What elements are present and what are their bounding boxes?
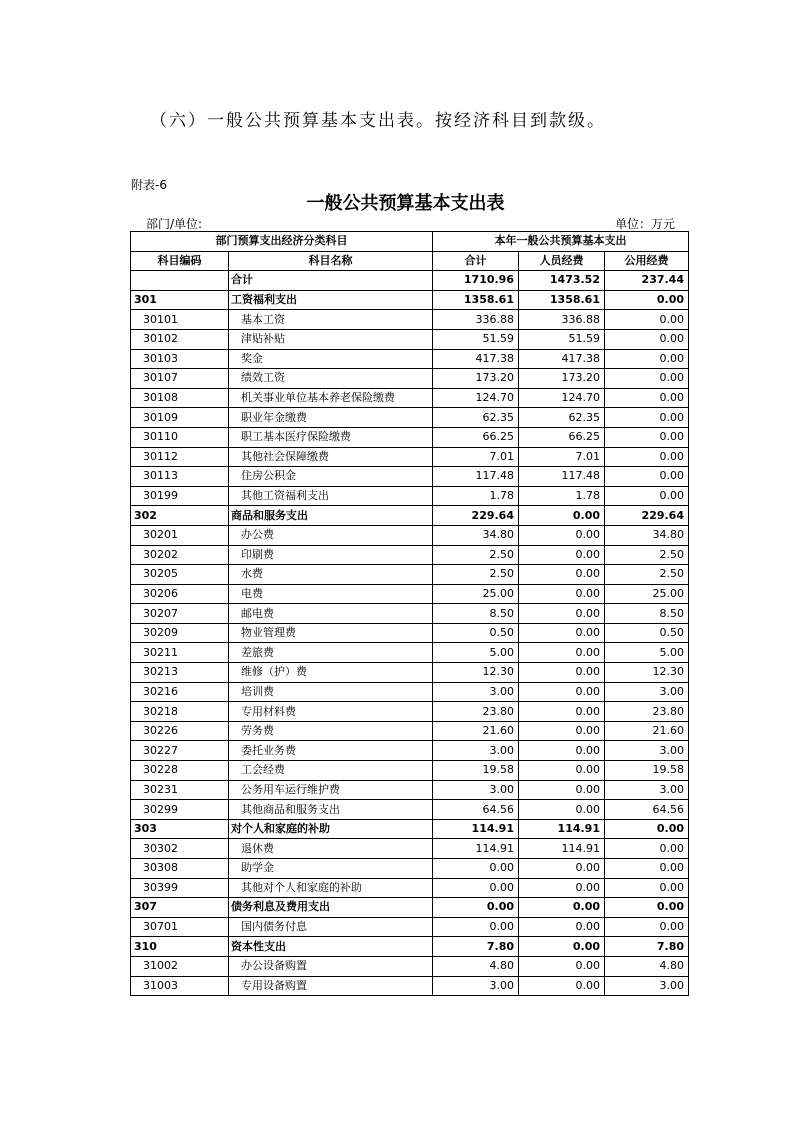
- table-row: [131, 898, 689, 918]
- cell-code: 30228: [131, 761, 229, 781]
- cell-public: 3.00: [605, 976, 689, 996]
- cell-personnel: 0.00: [519, 682, 605, 702]
- cell-public: 21.60: [605, 721, 689, 741]
- table-row: [131, 388, 689, 408]
- cell-name: 工会经费: [229, 761, 433, 781]
- cell-code: 30211: [131, 643, 229, 663]
- cell-code: 30205: [131, 565, 229, 585]
- cell-total: 21.60: [433, 721, 519, 741]
- cell-public: 0.00: [605, 290, 689, 310]
- cell-personnel: 173.20: [519, 369, 605, 389]
- cell-total: 19.58: [433, 761, 519, 781]
- header-public: 公用经费: [605, 251, 689, 271]
- cell-code: 30231: [131, 780, 229, 800]
- table-row: [131, 976, 689, 996]
- cell-name: 公务用车运行维护费: [229, 780, 433, 800]
- budget-table: [130, 231, 689, 996]
- cell-total: 0.00: [433, 898, 519, 918]
- cell-name: 办公设备购置: [229, 956, 433, 976]
- cell-name: 住房公积金: [229, 467, 433, 487]
- table-row: [131, 663, 689, 683]
- cell-total: 0.00: [433, 859, 519, 879]
- cell-name: 助学金: [229, 859, 433, 879]
- cell-total: 8.50: [433, 604, 519, 624]
- cell-public: 0.00: [605, 329, 689, 349]
- cell-name: 津贴补贴: [229, 329, 433, 349]
- table-row: [131, 310, 689, 330]
- cell-personnel: 0.00: [519, 761, 605, 781]
- cell-public: 0.00: [605, 898, 689, 918]
- table-row: [131, 819, 689, 839]
- cell-public: 64.56: [605, 800, 689, 820]
- cell-total: 117.48: [433, 467, 519, 487]
- table-row: [131, 467, 689, 487]
- cell-code: 30202: [131, 545, 229, 565]
- cell-personnel: 114.91: [519, 819, 605, 839]
- cell-personnel: 0.00: [519, 800, 605, 820]
- cell-total: 336.88: [433, 310, 519, 330]
- table-title: 一般公共预算基本支出表: [306, 193, 505, 214]
- cell-code: 31002: [131, 956, 229, 976]
- cell-name: 其他对个人和家庭的补助: [229, 878, 433, 898]
- cell-code: 30207: [131, 604, 229, 624]
- cell-public: 0.00: [605, 310, 689, 330]
- table-row: [131, 917, 689, 937]
- cell-total: 12.30: [433, 663, 519, 683]
- cell-code: 301: [131, 290, 229, 310]
- cell-code: 30226: [131, 721, 229, 741]
- cell-code: 30113: [131, 467, 229, 487]
- cell-total: 417.38: [433, 349, 519, 369]
- cell-code: 302: [131, 506, 229, 526]
- cell-personnel: 0.00: [519, 721, 605, 741]
- cell-name: 职工基本医疗保险缴费: [229, 427, 433, 447]
- cell-personnel: 124.70: [519, 388, 605, 408]
- cell-public: 34.80: [605, 525, 689, 545]
- cell-code: 30399: [131, 878, 229, 898]
- cell-personnel: 0.00: [519, 663, 605, 683]
- cell-code: 30299: [131, 800, 229, 820]
- cell-total: 114.91: [433, 839, 519, 859]
- cell-total: 66.25: [433, 427, 519, 447]
- cell-public: 0.00: [605, 408, 689, 428]
- cell-personnel: 0.00: [519, 584, 605, 604]
- cell-code: 30206: [131, 584, 229, 604]
- cell-public: 0.00: [605, 467, 689, 487]
- table-row: [131, 349, 689, 369]
- cell-total: 124.70: [433, 388, 519, 408]
- cell-public: 0.00: [605, 819, 689, 839]
- cell-total: 3.00: [433, 682, 519, 702]
- cell-total: 25.00: [433, 584, 519, 604]
- cell-total: 62.35: [433, 408, 519, 428]
- cell-total: 64.56: [433, 800, 519, 820]
- cell-name: 劳务费: [229, 721, 433, 741]
- table-row: [131, 780, 689, 800]
- cell-personnel: 1.78: [519, 486, 605, 506]
- table-row: [131, 800, 689, 820]
- cell-personnel: 0.00: [519, 604, 605, 624]
- table-row: [131, 937, 689, 957]
- cell-personnel: 0.00: [519, 506, 605, 526]
- cell-personnel: 0.00: [519, 956, 605, 976]
- table-row: [131, 859, 689, 879]
- header-name: 科目名称: [229, 251, 433, 271]
- cell-code: 30199: [131, 486, 229, 506]
- header-total: 合计: [433, 251, 519, 271]
- cell-public: 0.00: [605, 447, 689, 467]
- cell-total: 2.50: [433, 545, 519, 565]
- cell-personnel: 1473.52: [519, 271, 605, 291]
- cell-code: 307: [131, 898, 229, 918]
- cell-name: 物业管理费: [229, 623, 433, 643]
- cell-public: 5.00: [605, 643, 689, 663]
- table-row: [131, 427, 689, 447]
- table-row: [131, 604, 689, 624]
- table-row: [131, 721, 689, 741]
- cell-code: 30216: [131, 682, 229, 702]
- cell-personnel: 0.00: [519, 741, 605, 761]
- cell-public: 3.00: [605, 741, 689, 761]
- cell-public: 4.80: [605, 956, 689, 976]
- cell-public: 0.00: [605, 917, 689, 937]
- cell-public: 0.00: [605, 349, 689, 369]
- cell-personnel: 0.00: [519, 565, 605, 585]
- cell-total: 0.00: [433, 917, 519, 937]
- cell-code: 30218: [131, 702, 229, 722]
- cell-personnel: 0.00: [519, 859, 605, 879]
- cell-code: 303: [131, 819, 229, 839]
- cell-public: 12.30: [605, 663, 689, 683]
- table-body: [131, 271, 689, 996]
- cell-name: 水费: [229, 565, 433, 585]
- header-group-row: [131, 232, 689, 252]
- cell-code: 30213: [131, 663, 229, 683]
- department-label: 部门/单位:: [146, 217, 203, 231]
- cell-name: 职业年金缴费: [229, 408, 433, 428]
- cell-personnel: 0.00: [519, 976, 605, 996]
- cell-code: 30103: [131, 349, 229, 369]
- cell-total: 1710.96: [433, 271, 519, 291]
- table-row: [131, 329, 689, 349]
- cell-code: 30107: [131, 369, 229, 389]
- cell-name: 差旅费: [229, 643, 433, 663]
- cell-name: 其他社会保障缴费: [229, 447, 433, 467]
- cell-total: 3.00: [433, 976, 519, 996]
- cell-public: 0.00: [605, 878, 689, 898]
- cell-name: 机关事业单位基本养老保险缴费: [229, 388, 433, 408]
- table-row: [131, 545, 689, 565]
- cell-personnel: 0.00: [519, 917, 605, 937]
- cell-code: 30109: [131, 408, 229, 428]
- cell-public: 2.50: [605, 565, 689, 585]
- header-group-expenditure: 本年一般公共预算基本支出: [433, 232, 689, 252]
- cell-code: 30101: [131, 310, 229, 330]
- cell-name: 培训费: [229, 682, 433, 702]
- cell-total: 51.59: [433, 329, 519, 349]
- cell-name: 基本工资: [229, 310, 433, 330]
- table-row: [131, 447, 689, 467]
- cell-total: 3.00: [433, 741, 519, 761]
- cell-personnel: 0.00: [519, 937, 605, 957]
- annex-label: 附表-6: [131, 178, 167, 192]
- cell-public: 25.00: [605, 584, 689, 604]
- header-code: 科目编码: [131, 251, 229, 271]
- cell-public: 23.80: [605, 702, 689, 722]
- cell-code: 30112: [131, 447, 229, 467]
- table-row: [131, 643, 689, 663]
- cell-public: 3.00: [605, 682, 689, 702]
- cell-name: 专用材料费: [229, 702, 433, 722]
- table-row: [131, 741, 689, 761]
- cell-name: 其他商品和服务支出: [229, 800, 433, 820]
- table-row: [131, 271, 689, 291]
- cell-code: 30102: [131, 329, 229, 349]
- unit-label: 单位：万元: [615, 217, 676, 231]
- cell-total: 5.00: [433, 643, 519, 663]
- cell-public: 237.44: [605, 271, 689, 291]
- cell-name: 债务利息及费用支出: [229, 898, 433, 918]
- cell-personnel: 417.38: [519, 349, 605, 369]
- cell-name: 国内债务付息: [229, 917, 433, 937]
- cell-total: 1.78: [433, 486, 519, 506]
- cell-personnel: 7.01: [519, 447, 605, 467]
- cell-total: 114.91: [433, 819, 519, 839]
- cell-public: 2.50: [605, 545, 689, 565]
- table-row: [131, 584, 689, 604]
- cell-code: [131, 271, 229, 291]
- table-row: [131, 565, 689, 585]
- cell-personnel: 0.00: [519, 878, 605, 898]
- table-row: [131, 702, 689, 722]
- cell-name: 电费: [229, 584, 433, 604]
- table-row: [131, 956, 689, 976]
- cell-public: 0.00: [605, 486, 689, 506]
- cell-total: 173.20: [433, 369, 519, 389]
- cell-personnel: 117.48: [519, 467, 605, 487]
- cell-personnel: 0.00: [519, 780, 605, 800]
- table-row: [131, 839, 689, 859]
- table-row: [131, 623, 689, 643]
- table-row: [131, 682, 689, 702]
- cell-code: 30110: [131, 427, 229, 447]
- cell-total: 229.64: [433, 506, 519, 526]
- cell-name: 其他工资福利支出: [229, 486, 433, 506]
- cell-total: 23.80: [433, 702, 519, 722]
- cell-name: 奖金: [229, 349, 433, 369]
- cell-public: 7.80: [605, 937, 689, 957]
- cell-code: 310: [131, 937, 229, 957]
- cell-code: 30108: [131, 388, 229, 408]
- cell-personnel: 1358.61: [519, 290, 605, 310]
- cell-name: 合计: [229, 271, 433, 291]
- section-heading: （六）一般公共预算基本支出表。按经济科目到款级。: [150, 111, 606, 131]
- cell-code: 30201: [131, 525, 229, 545]
- table-row: [131, 369, 689, 389]
- cell-total: 0.50: [433, 623, 519, 643]
- cell-personnel: 66.25: [519, 427, 605, 447]
- cell-personnel: 0.00: [519, 643, 605, 663]
- cell-total: 2.50: [433, 565, 519, 585]
- cell-code: 30701: [131, 917, 229, 937]
- cell-name: 印刷费: [229, 545, 433, 565]
- cell-name: 办公费: [229, 525, 433, 545]
- cell-personnel: 114.91: [519, 839, 605, 859]
- cell-name: 邮电费: [229, 604, 433, 624]
- cell-name: 委托业务费: [229, 741, 433, 761]
- cell-name: 资本性支出: [229, 937, 433, 957]
- cell-personnel: 0.00: [519, 545, 605, 565]
- cell-public: 0.00: [605, 388, 689, 408]
- cell-personnel: 0.00: [519, 702, 605, 722]
- table-row: [131, 506, 689, 526]
- cell-personnel: 0.00: [519, 623, 605, 643]
- cell-personnel: 62.35: [519, 408, 605, 428]
- cell-public: 0.00: [605, 839, 689, 859]
- cell-public: 0.00: [605, 369, 689, 389]
- cell-name: 专用设备购置: [229, 976, 433, 996]
- cell-name: 维修（护）费: [229, 663, 433, 683]
- cell-name: 退休费: [229, 839, 433, 859]
- cell-public: 8.50: [605, 604, 689, 624]
- cell-public: 229.64: [605, 506, 689, 526]
- cell-personnel: 51.59: [519, 329, 605, 349]
- cell-total: 0.00: [433, 878, 519, 898]
- header-group-classification: 部门预算支出经济分类科目: [131, 232, 433, 252]
- cell-total: 1358.61: [433, 290, 519, 310]
- cell-name: 工资福利支出: [229, 290, 433, 310]
- cell-total: 34.80: [433, 525, 519, 545]
- table-row: [131, 408, 689, 428]
- table-row: [131, 761, 689, 781]
- cell-public: 0.00: [605, 427, 689, 447]
- cell-code: 30302: [131, 839, 229, 859]
- header-personnel: 人员经费: [519, 251, 605, 271]
- cell-name: 对个人和家庭的补助: [229, 819, 433, 839]
- cell-public: 0.00: [605, 859, 689, 879]
- cell-total: 3.00: [433, 780, 519, 800]
- cell-code: 31003: [131, 976, 229, 996]
- table-row: [131, 486, 689, 506]
- cell-total: 7.80: [433, 937, 519, 957]
- cell-name: 商品和服务支出: [229, 506, 433, 526]
- cell-personnel: 336.88: [519, 310, 605, 330]
- table-row: [131, 290, 689, 310]
- cell-public: 0.50: [605, 623, 689, 643]
- cell-personnel: 0.00: [519, 525, 605, 545]
- header-row: [131, 251, 689, 271]
- cell-name: 绩效工资: [229, 369, 433, 389]
- cell-total: 7.01: [433, 447, 519, 467]
- table-row: [131, 878, 689, 898]
- cell-code: 30227: [131, 741, 229, 761]
- cell-total: 4.80: [433, 956, 519, 976]
- table-row: [131, 525, 689, 545]
- cell-public: 19.58: [605, 761, 689, 781]
- cell-personnel: 0.00: [519, 898, 605, 918]
- cell-code: 30209: [131, 623, 229, 643]
- cell-public: 3.00: [605, 780, 689, 800]
- cell-code: 30308: [131, 859, 229, 879]
